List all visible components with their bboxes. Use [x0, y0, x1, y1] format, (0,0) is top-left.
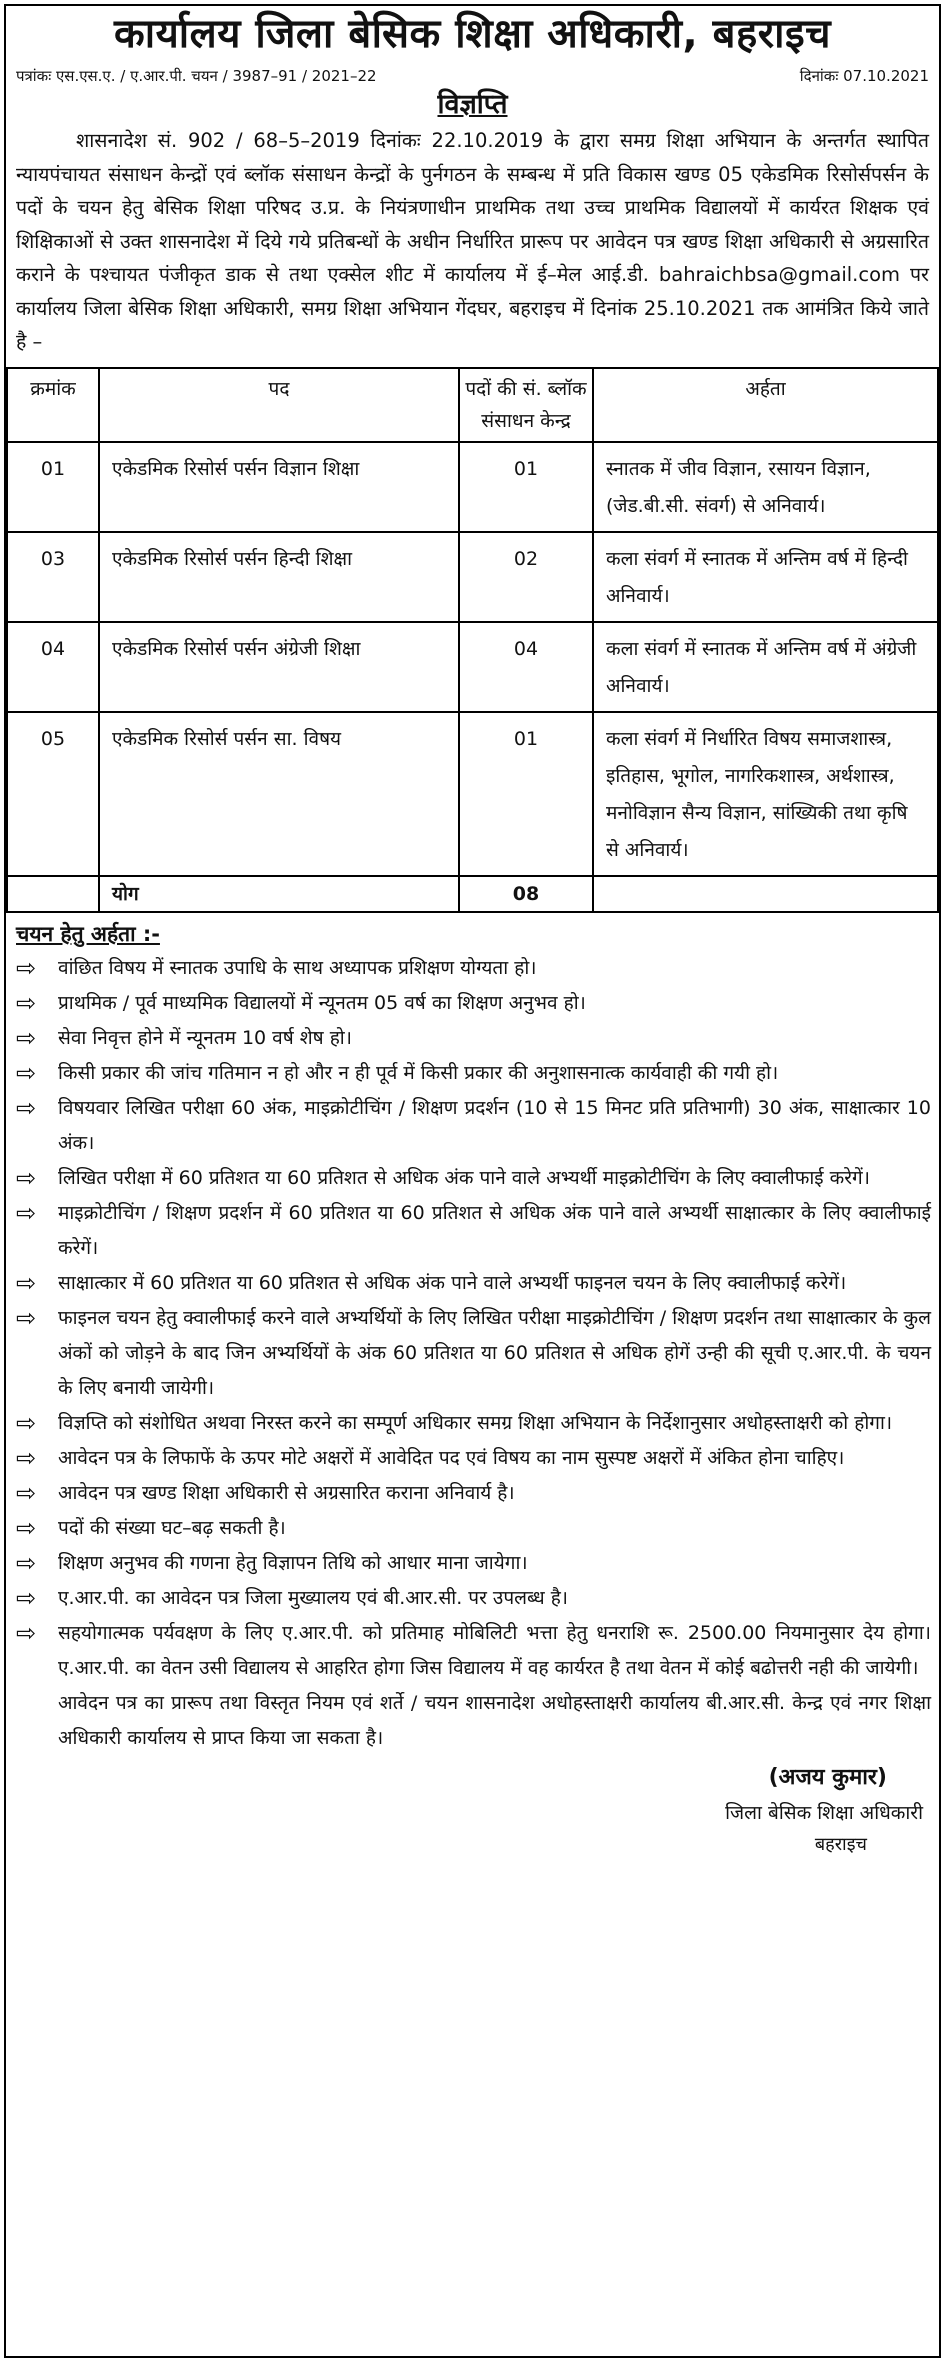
intro-paragraph: शासनादेश सं. 902 / 68–5–2019 दिनांकः 22.10.2019 के द्वारा समग्र शिक्षा अभियान के अन्तर्गत स्थापित न्यायपंचायत संसाधन केन्द्रों एवं ब्लॉक संसाधन केन्द्रों के पुर्नगठन के सम्बन्ध में प्रति विकास खण्ड 05 एकेडमिक रिसोर्सपर्सन के पदों के चयन हेतु बेसिक शिक्षा परिषद उ.प्र. के नियंत्रणाधीन प्राथमिक तथा उच्च प्राथमिक विद्यालयों में कार्यरत शिक्षक एवं शिक्षिकाओं से उक्त शासनादेश में दिये गये प्रतिबन्धों के अधीन निर्धारित प्रारूप पर आवेदन पत्र खण्ड शिक्षा अधिकारी से अग्रसारित कराने के पश्चायत पंजीकृत डाक से तथा एक्सेल शीट में कार्यालय में ई–मेल आई.डी. bahraichbsa@gmail.com पर कार्यालय जिला बेसिक शिक्षा अधिकारी, समग्र शिक्षा अभियान गेंदघर, बहराइच में दिनांक 25.10.2021 तक आमंत्रित किये जाते है – — [16, 129, 930, 353]
signatory-place: बहराइच — [814, 1833, 867, 1855]
serial-cell: 01 — [7, 442, 99, 532]
arrow-icon: ⇨ — [16, 1408, 37, 1437]
header-serial: क्रमांक — [7, 368, 99, 442]
list-item: ⇨ साक्षात्कार में 60 प्रतिशत या 60 प्रतिशत से अधिक अंक पाने वाले अभ्यर्थी फाइनल चयन के लिए क्वालीफाई करेगें। — [16, 1266, 931, 1301]
qualification-cell: कला संवर्ग में निर्धारित विषय समाजशास्त्र, इतिहास, भूगोल, नागरिकशास्त्र, अर्थशास्त्र, मनोविज्ञान सैन्य विज्ञान, सांख्यिकी तथा कृषि से अनिवार्य। — [593, 712, 938, 876]
qualification-cell: कला संवर्ग में स्नातक में अन्तिम वर्ष में हिन्दी अनिवार्य। — [593, 532, 938, 622]
arrow-icon: ⇨ — [16, 1058, 37, 1087]
list-item: ⇨ पदों की संख्या घट–बढ़ सकती है। — [16, 1511, 931, 1546]
arrow-icon: ⇨ — [16, 988, 37, 1017]
arrow-icon: ⇨ — [16, 1303, 37, 1332]
count-cell: 01 — [459, 712, 593, 876]
arrow-icon: ⇨ — [16, 1548, 37, 1577]
qualification-cell: स्नातक में जीव विज्ञान, रसायन विज्ञान, (जेड.बी.सी. संवर्ग) से अनिवार्य। — [593, 442, 938, 532]
list-item: ⇨ आवेदन पत्र के लिफाफें के ऊपर मोटे अक्षरों में आवेदित पद एवं विषय का नाम सुस्पष्ट अक्षरों में अंकित होना चाहिए। — [16, 1441, 931, 1476]
table-row — [7, 532, 938, 622]
office-title: कार्यालय जिला बेसिक शिक्षा अधिकारी, बहराइच — [113, 11, 832, 57]
serial-cell: 03 — [7, 532, 99, 622]
list-item: ⇨ सहयोगात्मक पर्यवक्षण के लिए ए.आर.पी. को प्रतिमाह मोबिलिटी भत्ता हेतु धनराशि रू. 2500.00 नियमानुसार देय होगा। ए.आर.पी. का वेतन उसी विद्यालय से आहरित होगा जिस विद्यालय में वह कार्यरत है तथा वेतन में कोई बढोत्तरी नही की जायेगी। — [16, 1616, 931, 1686]
arrow-icon: ⇨ — [16, 1093, 37, 1122]
post-cell: एकेडमिक रिसोर्स पर्सन अंग्रेजी शिक्षा — [99, 622, 459, 712]
list-item: ⇨ शिक्षण अनुभव की गणना हेतु विज्ञापन तिथि को आधार माना जायेगा। — [16, 1546, 931, 1581]
count-cell: 02 — [459, 532, 593, 622]
count-cell: 01 — [459, 442, 593, 532]
posts-table — [6, 367, 939, 913]
post-cell: एकेडमिक रिसोर्स पर्सन विज्ञान शिक्षा — [99, 442, 459, 532]
table-row — [7, 442, 938, 532]
table-row — [7, 712, 938, 876]
total-row — [7, 876, 938, 912]
reference-number: पत्रांकः एस.एस.ए. / ए.आर.पी. चयन / 3987–91 / 2021–22 — [16, 67, 377, 85]
count-cell: 04 — [459, 622, 593, 712]
notice-date: दिनांकः 07.10.2021 — [799, 67, 929, 85]
arrow-icon: ⇨ — [16, 1443, 37, 1472]
notice-page — [4, 4, 941, 2358]
eligibility-title: चयन हेतु अर्हता :- — [16, 921, 160, 946]
list-item: ⇨ किसी प्रकार की जांच गतिमान न हो और न ही पूर्व में किसी प्रकार की अनुशासनात्क कार्यवाही की गयी हो। — [16, 1056, 931, 1091]
table-header-row — [7, 368, 938, 442]
arrow-icon: ⇨ — [16, 1198, 37, 1227]
total-value: 08 — [459, 876, 593, 912]
arrow-icon: ⇨ — [16, 1478, 37, 1507]
list-item: ⇨ ए.आर.पी. का आवेदन पत्र जिला मुख्यालय एवं बी.आर.सी. पर उपलब्ध है। — [16, 1581, 931, 1616]
arrow-icon: ⇨ — [16, 953, 37, 982]
total-label: योग — [99, 876, 459, 912]
list-item: ⇨ सेवा निवृत्त होने में न्यूनतम 10 वर्ष शेष हो। — [16, 1021, 931, 1056]
header-post: पद — [99, 368, 459, 442]
arrow-icon: ⇨ — [16, 1268, 37, 1297]
arrow-icon: ⇨ — [16, 1513, 37, 1542]
list-item: ⇨ प्राथमिक / पूर्व माध्यमिक विद्यालयों में न्यूनतम 05 वर्ष का शिक्षण अनुभव हो। — [16, 986, 931, 1021]
eligibility-list — [6, 951, 939, 1686]
list-item: ⇨ वांछित विषय में स्नातक उपाधि के साथ अध्यापक प्रशिक्षण योग्यता हो। — [16, 951, 931, 986]
closing-paragraph: आवेदन पत्र का प्रारूप तथा विस्तृत नियम एवं शर्ते / चयन शासनादेश अधोहस्ताक्षरी कार्यालय बी.आर.सी. केन्द्र एवं नगर शिक्षा अधिकारी कार्यालय से प्राप्त किया जा सकता है। — [58, 1691, 931, 1749]
list-item: ⇨ फाइनल चयन हेतु क्वालीफाई करने वाले अभ्यर्थियों के लिए लिखित परीक्षा माइक्रोटीचिंग / शिक्षण प्रदर्शन तथा साक्षात्कार के कुल अंकों को जोड़ने के बाद जिन अभ्यर्थियों के अंक 60 प्रतिशत या 60 प्रतिशत से अधिक होगें उन्ही की सूची ए.आर.पी. के चयन के लिए बनायी जायेगी। — [16, 1301, 931, 1406]
arrow-icon: ⇨ — [16, 1618, 37, 1647]
arrow-icon: ⇨ — [16, 1583, 37, 1612]
signatory-name: (अजय कुमार) — [768, 1764, 887, 1790]
header-qualification: अर्हता — [593, 368, 938, 442]
arrow-icon: ⇨ — [16, 1023, 37, 1052]
list-item: ⇨ विज्ञप्ति को संशोधित अथवा निरस्त करने का सम्पूर्ण अधिकार समग्र शिक्षा अभियान के निर्देशानुसार अधोहस्ताक्षरी को होगा। — [16, 1406, 931, 1441]
serial-cell: 05 — [7, 712, 99, 876]
table-row — [7, 622, 938, 712]
notice-title: विज्ञप्ति — [437, 89, 508, 120]
serial-cell: 04 — [7, 622, 99, 712]
signatory-designation: जिला बेसिक शिक्षा अधिकारी — [725, 1801, 923, 1824]
list-item: ⇨ विषयवार लिखित परीक्षा 60 अंक, माइक्रोटीचिंग / शिक्षण प्रदर्शन (10 से 15 मिनट प्रति प्रतिभागी) 30 अंक, साक्षात्कार 10 अंक। — [16, 1091, 931, 1161]
post-cell: एकेडमिक रिसोर्स पर्सन सा. विषय — [99, 712, 459, 876]
post-cell: एकेडमिक रिसोर्स पर्सन हिन्दी शिक्षा — [99, 532, 459, 622]
list-item: ⇨ आवेदन पत्र खण्ड शिक्षा अधिकारी से अग्रसारित कराना अनिवार्य है। — [16, 1476, 931, 1511]
arrow-icon: ⇨ — [16, 1163, 37, 1192]
list-item: ⇨ माइक्रोटीचिंग / शिक्षण प्रदर्शन में 60 प्रतिशत या 60 प्रतिशत से अधिक अंक पाने वाले अभ्यर्थी साक्षात्कार के लिए क्वालीफाई करेगें। — [16, 1196, 931, 1266]
reference-line — [6, 64, 939, 88]
header-count: पदों की सं. ब्लॉक संसाधन केन्द्र — [459, 368, 593, 442]
list-item: ⇨ लिखित परीक्षा में 60 प्रतिशत या 60 प्रतिशत से अधिक अंक पाने वाले अभ्यर्थी माइक्रोटीचिंग के लिए क्वालीफाई करेगें। — [16, 1161, 931, 1196]
qualification-cell: कला संवर्ग में स्नातक में अन्तिम वर्ष में अंग्रेजी अनिवार्य। — [593, 622, 938, 712]
